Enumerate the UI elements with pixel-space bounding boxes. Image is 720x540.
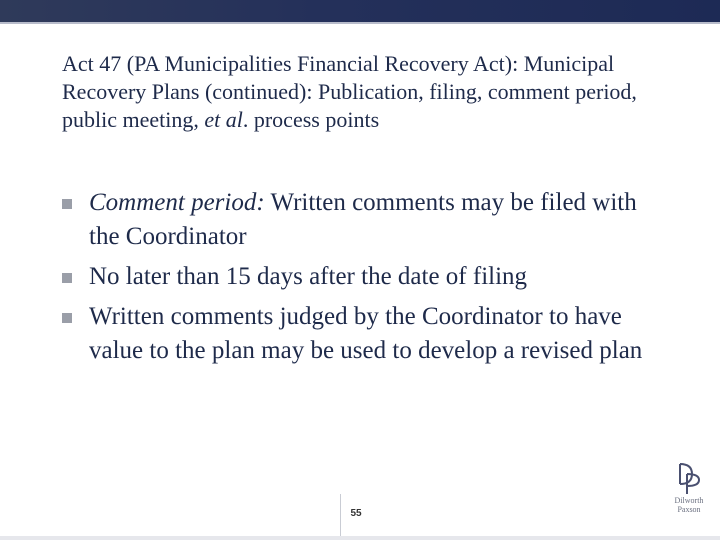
title-text-end: . process points: [242, 107, 380, 132]
bullet-item: [62, 260, 662, 294]
firm-logo: [664, 462, 714, 522]
page-number: 55: [350, 508, 362, 519]
slide-title: [62, 50, 692, 134]
bullet-item: [62, 300, 662, 368]
bullet-text: Written comments may be filed with the Coordinator: [89, 189, 637, 250]
title-italic: et al: [204, 107, 243, 132]
bullet-italic-lead: Comment period:: [89, 189, 265, 216]
square-bullet-icon: [62, 273, 72, 283]
title-text: Act 47 (PA Municipalities Financial Recovery Act): Municipal Recovery Plans (continued): Publication, filing, comment period, public meeting,: [62, 51, 637, 132]
header-bar: [0, 0, 720, 22]
square-bullet-icon: [62, 313, 72, 323]
bullet-text: Written comments judged by the Coordinator to have value to the plan may be used to develop a revised plan: [89, 303, 643, 364]
header-rule: [0, 22, 720, 24]
bullet-text: No later than 15 days after the date of filing: [89, 263, 528, 290]
bullet-item: [62, 186, 662, 254]
logo-line-2: Paxson: [677, 505, 701, 514]
bullet-list: [62, 186, 662, 374]
logo-line-1: Dilworth: [674, 496, 704, 505]
footer-band: [0, 536, 720, 540]
square-bullet-icon: [62, 199, 72, 209]
dp-monogram-logo: [674, 462, 704, 496]
